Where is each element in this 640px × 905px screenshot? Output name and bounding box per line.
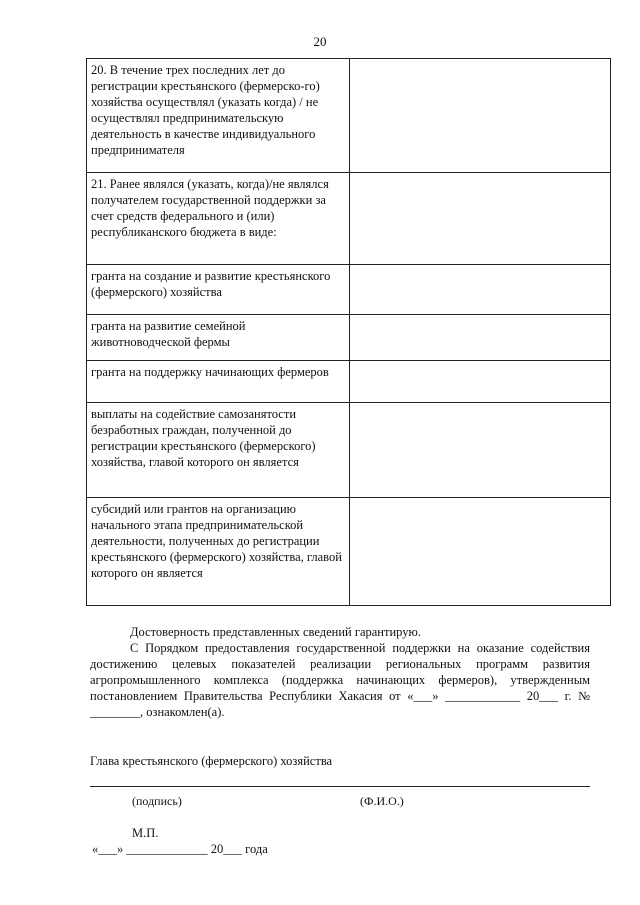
acquaintance-statement: С Порядком предоставления государственной поддержки на оказание содействия достижению целевых показателей реализации региональных программ развития агропромышленного комплекса (поддержка начинающих фермеров), утвержденным постановлением Правительства Республики Хакасия от «___» ____________ 20___ г. № ________, ознакомлен(а). — [90, 641, 590, 719]
signature-caption: (подпись) — [132, 794, 182, 808]
full-name-caption: (Ф.И.О.) — [360, 794, 404, 808]
row-value-field[interactable] — [350, 59, 611, 173]
row-label: 20. В течение трех последних лет до регистрации крестьянского (фермерско-го) хозяйства осуществлял (указать когда) / не осуществлял предпринимательскую деятельность в качестве индивидуального предпринимателя — [87, 59, 350, 173]
row-value-field[interactable] — [350, 403, 611, 498]
table-row — [87, 498, 611, 606]
table-row — [87, 59, 611, 173]
row-value-field[interactable] — [350, 265, 611, 315]
row-value-field[interactable] — [350, 315, 611, 361]
page-number: 20 — [313, 34, 327, 49]
signature-line[interactable] — [90, 786, 590, 787]
row-value-field[interactable] — [350, 361, 611, 403]
table-row — [87, 361, 611, 403]
table-row — [87, 265, 611, 315]
row-label: гранта на развитие семейной животноводческой фермы — [87, 315, 350, 361]
form-table — [86, 58, 611, 606]
table-row — [87, 403, 611, 498]
row-value-field[interactable] — [350, 173, 611, 265]
table-row — [87, 173, 611, 265]
row-label: субсидий или грантов на организацию начального этапа предпринимательской деятельности, полученных до регистрации крестьянского (фермерского) хозяйства, главой которого он является — [87, 498, 350, 606]
row-label: 21. Ранее являлся (указать, когда)/не являлся получателем государственной поддержки за счет средств федерального и (или) республиканского бюджета в виде: — [87, 173, 350, 265]
row-label: выплаты на содействие самозанятости безработных граждан, полученной до регистрации крестьянского (фермерского) хозяйства, главой которого он является — [87, 403, 350, 498]
row-value-field[interactable] — [350, 498, 611, 606]
row-label: гранта на поддержку начинающих фермеров — [87, 361, 350, 403]
head-of-farm-label: Глава крестьянского (фермерского) хозяйства — [90, 754, 333, 768]
table-row — [87, 315, 611, 361]
row-label: гранта на создание и развитие крестьянского (фермерского) хозяйства — [87, 265, 350, 315]
stamp-place-label: М.П. — [132, 826, 159, 840]
guarantee-statement: Достоверность представленных сведений гарантирую. — [130, 625, 421, 639]
date-line: «___» _____________ 20___ года — [92, 842, 268, 856]
